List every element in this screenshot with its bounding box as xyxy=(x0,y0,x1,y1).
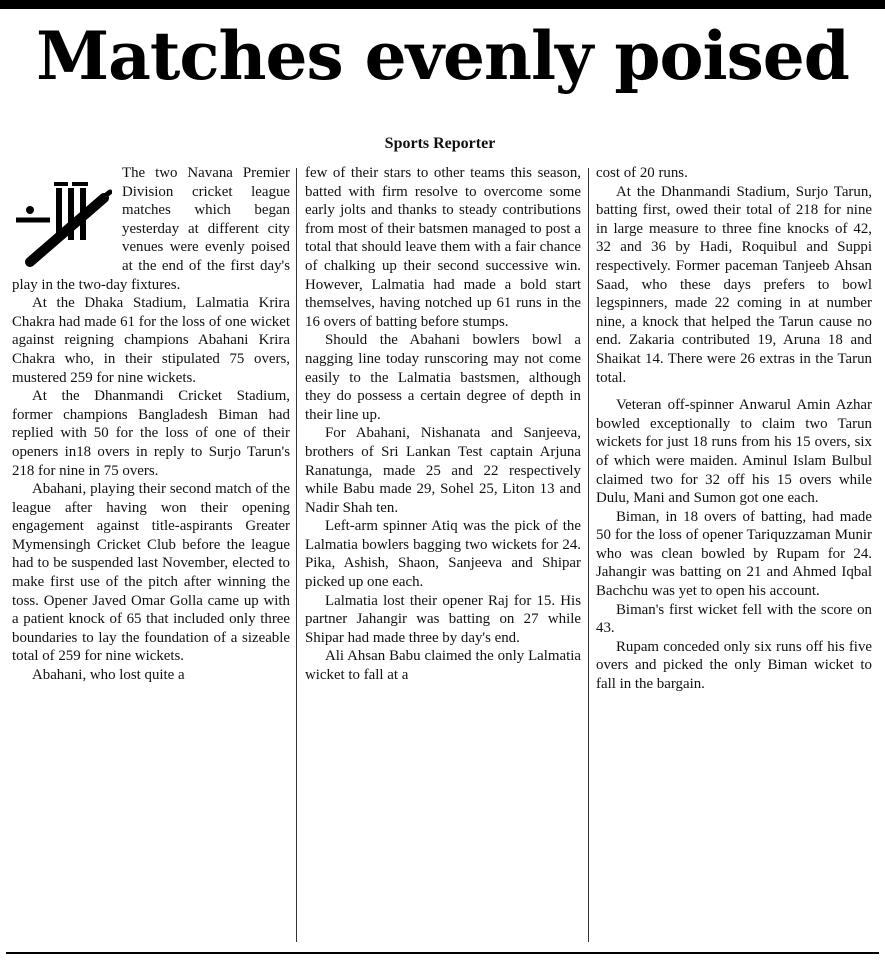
paragraph: At the Dhanmandi Stadium, Surjo Tarun, batting first, owed their total of 218 for nine in large measure to three fine knocks of 42, 32 and 36 by Hadi, Roquibul and Suppi respectively. Former paceman Tanjeeb Ahsan Saad, who these days prefers to bowl legspinners, made 22 coming in at number nine, a knock that helped the Tarun cause no end. Zakaria contributed 19, Aruna 18 and Shaikat 14. There were 26 extras in the Tarun total. xyxy=(596,183,872,386)
article-column-1 xyxy=(12,164,290,954)
paragraph: few of their stars to other teams this season, batted with firm resolve to overcome some early jolts and thanks to steady contributions from most of their batsmen managed to post a total that should leave them with a fair chance of chalking up their second successive win. However, Lalmatia had made a bold start themselves, having notched up 61 runs in the 16 overs of batting before stumps. xyxy=(305,165,581,330)
bottom-rule xyxy=(6,952,879,954)
paragraph: Lalmatia lost their opener Raj for 15. His partner Jahangir was batting on 27 while Shipar had made three by day's end. xyxy=(305,592,581,646)
paragraph: Veteran off-spinner Anwarul Amin Azhar bowled exceptionally to claim two Tarun wickets for just 18 runs from his 15 overs, six of which were maiden. Aminul Islam Bulbul claimed two for 32 off his 15 overs while Dulu, Mani and Sumon got one each. xyxy=(596,397,872,507)
paragraph: The two Navana Premier Division cricket league matches which began yesterday at different city venues were evenly poised at the end of the first day's play in the two-day fixtures. xyxy=(12,165,290,293)
paragraph: Biman, in 18 overs of batting, had made 50 for the loss of opener Tariquzzaman Munir who was clean bowled by Rupam for 24. Jahangir was batting on 21 and Ahmed Iqbal Bachchu was yet to open his account. xyxy=(596,508,872,600)
top-rule xyxy=(0,0,885,9)
paragraph: cost of 20 runs. xyxy=(596,165,688,181)
paragraph: Biman's first wicket fell with the score on 43. xyxy=(596,601,872,637)
paragraph: Abahani, who lost quite a xyxy=(32,667,185,684)
cricket-stumps-icon xyxy=(12,170,112,270)
paragraph: At the Dhanmandi Cricket Stadium, former champions Bangladesh Biman had replied with 50 for the loss of one of their openers in18 overs in reply to Surjo Tarun's 218 for nine in 75 overs. xyxy=(12,388,290,479)
column-divider xyxy=(296,168,297,942)
paragraph: At the Dhaka Stadium, Lalmatia Krira Chakra had made 61 for the loss of one wicket against reigning champions Abahani Krira Chakra who, in their stipulated 75 overs, mustered 259 for nine wickets. xyxy=(12,295,290,386)
article-column-2 xyxy=(305,164,581,954)
paragraph: Rupam conceded only six runs off his five overs and picked the only Biman wicket to fall in the bargain. xyxy=(596,638,872,693)
byline: Sports Reporter xyxy=(384,135,496,152)
paragraph: Should the Abahani bowlers bowl a nagging line today runscoring may not come easily to the Lalmatia bastsmen, although they do possess a certain degree of depth in their line up. xyxy=(305,332,581,423)
paragraph: Abahani, playing their second match of the league after having won their opening engagement against title-aspirants Greater Mymensingh Cricket Club before the league had to be suspended last November, elected to make first use of the pitch after winning the toss. Opener Javed Omar Golla came up with a patient knock of 65 that included only three boundaries to lay the foundation of a sizeable total of 259 for nine wickets. xyxy=(12,481,290,665)
paragraph: Ali Ahsan Babu claimed the only Lalmatia wicket to fall at a xyxy=(305,648,581,684)
article-column-3 xyxy=(596,164,872,954)
column-divider xyxy=(588,168,589,942)
headline: Matches evenly poised xyxy=(36,17,849,95)
paragraph: For Abahani, Nishanata and Sanjeeva, brothers of Sri Lankan Test captain Arjuna Ranatunga, made 25 and 22 respectively while Babu made 29, Sohel 25, Liton 13 and Nadir Shah ten. xyxy=(305,425,581,516)
paragraph: Left-arm spinner Atiq was the pick of the Lalmatia bowlers bagging two wickets for 24. Pika, Ashish, Shaon, Sanjeeva and Shipar picked up one each. xyxy=(305,518,581,591)
